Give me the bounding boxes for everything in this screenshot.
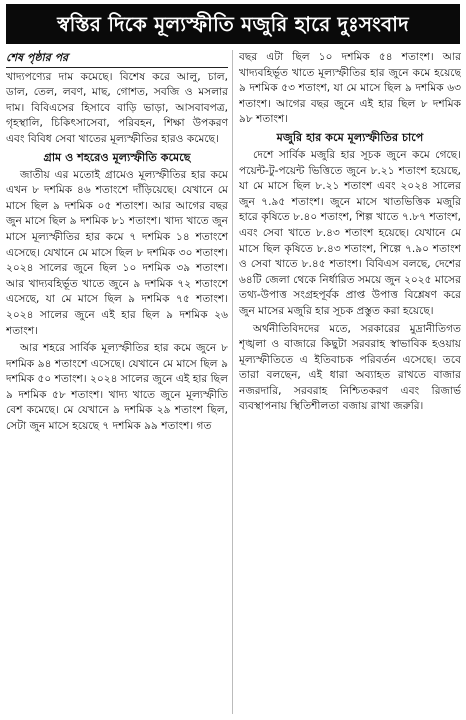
subhead-village-city: গ্রাম ও শহরেও মূল্যস্ফীতি কমেছে <box>43 150 191 164</box>
left-column <box>6 50 228 714</box>
column-divider <box>232 50 233 714</box>
continued-from-label: শেষ পৃষ্ঠার পর <box>6 51 69 64</box>
right-paragraph-2: দেশে সার্বিক মজুরি হার সূচক জুনে কমে গেছে। পয়েন্ট-টু-পয়েন্ট ভিত্তিতে জুনে ৮.২১ শতাংশ হয়েছে, যা মে মাসে ছিল ৮.২১ শতাংশ এবং ২০২৪ সালের জুন ৭.৯৫ শতাংশ। জুনে মাসে খাতভিত্তিক মজুরি হারে কৃষিতে ৮.৪০ শতাংশ, শিল্প খাতে ৭.৮৭ শতাংশ, এবং সেবা খাতে ৮.৪৩ শতাংশ হয়েছে। যেখানে মে মাসে ছিল কৃষিতে ৮.৪৩ শতাংশ, শিল্পে ৭.৯০ শতাংশ ও সেবা খাতে ৮.৪৫ শতাংশ। বিবিএস বলছে, দেশের ৬৪টি জেলা থেকে নির্ধারিত সময়ে জুন ২০২৫ মাসের তথ্য-উপাত্ত সংগ্রহপূর্বক প্রাপ্ত উপাত্ত বিশ্লেষণ করে জুন মাসের মজুরি হার সূচক প্রস্তুত করা হয়েছে। <box>239 148 461 317</box>
right-column <box>239 50 461 714</box>
left-paragraph-2: জাতীয় এর মতোই গ্রামেও মূল্যস্ফীতির হার কমে এখন ৮ দশমিক ৪৬ শতাংশে দাঁড়িয়েছে। যেখানে মে মাসে ছিল ৯ দশমিক ০৫ শতাংশ। আর আগের বছর জুন মাসে ছিল ৯ দশমিক ৮১ শতাংশ। খাদ্য খাতে জুন মাসে মূল্যস্ফীতির হার কমে ৭ দশমিক ১৪ শতাংশে এসেছে। যেখানে মে মাসে ছিল ৮ দশমিক ৩০ শতাংশ। ২০২৪ সালের জুনে ছিল ১০ দশমিক ৩৯ শতাংশ। আর খাদ্যবহির্ভূত খাতে জুনে ৯ দশমিক ৭২ শতাংশে এসেছে, যা মে মাসে ছিল ৯ দশমিক ৭৫ শতাংশ। ২০২৪ সালের জুনে এই হার ছিল ৯ দশমিক ২৬ শতাংশ। <box>6 168 228 337</box>
headline: স্বস্তির দিকে মূল্যস্ফীতি মজুরি হারে দুঃসংবাদ <box>6 4 460 44</box>
left-paragraph-1: খাদ্যপণ্যের দাম কমেছে। বিশেষ করে আলু, চাল, ডাল, তেল, লবণ, মাছ, গোশত, সবজি ও মসলার দাম। বিবিএসের হিসাবে বাড়ি ভাড়া, আসবাবপত্র, গৃহস্থালি, চিকিৎসাসেবা, পরিবহন, শিক্ষা উপকরণ এবং বিবিধ সেবা খাতের মূল্যস্ফীতির হারও কমেছে। <box>6 70 228 145</box>
subhead-wage-rate: মজুরি হার কমে মূল্যস্ফীতির চাপে <box>276 130 424 144</box>
right-paragraph-3: অর্থনীতিবিদদের মতে, সরকারের মুদ্রানীতিগত শৃঙ্খলা ও বাজারে কিছুটা সরবরাহ স্বাভাবিক হওয়ায় মূল্যস্ফীতিতে এ ইতিবাচক পরিবর্তন এসেছে। তবে তারা বলছেন, এই ধারা অব্যাহত রাখতে বাজার নজরদারি, সরবরাহ নিশ্চিতকরণ এবং রিজার্ভ ব্যবস্থাপনায় স্থিতিশীলতা বজায় রাখা জরুরি। <box>239 322 461 413</box>
kicker-divider <box>6 67 228 68</box>
left-paragraph-3: আর শহরে সার্বিক মূল্যস্ফীতির হার কমে জুনে ৮ দশমিক ৯৪ শতাংশে এসেছে। যেখানে মে মাসে ছিল ৯ দশমিক ৫০ শতাংশ। ২০২৪ সালের জুনে এই হার ছিল ৯ দশমিক ৫৮ শতাংশ। খাদ্য খাতে জুনে মূল্যস্ফীতি বেশ কমেছে। মে যেখানে ৯ দশমিক ২৯ শতাংশ ছিল, সেটা জুন মাসে হয়েছে ৭ দশমিক ৯৯ শতাংশ। গত <box>6 342 228 433</box>
right-paragraph-1: বছর এটা ছিল ১০ দশমিক ৫৪ শতাংশ। আর খাদ্যবহির্ভূত খাতে মূল্যস্ফীতির হার জুনে কমে হয়েছে ৯ দশমিক ৫৩ শতাংশ, যা মে মাসে ছিল ৯ দশমিক ৬৩ শতাংশ। আগের বছর জুনে এই হার ছিল ৮ দশমিক ৯৮ শতাংশ। <box>239 51 461 126</box>
